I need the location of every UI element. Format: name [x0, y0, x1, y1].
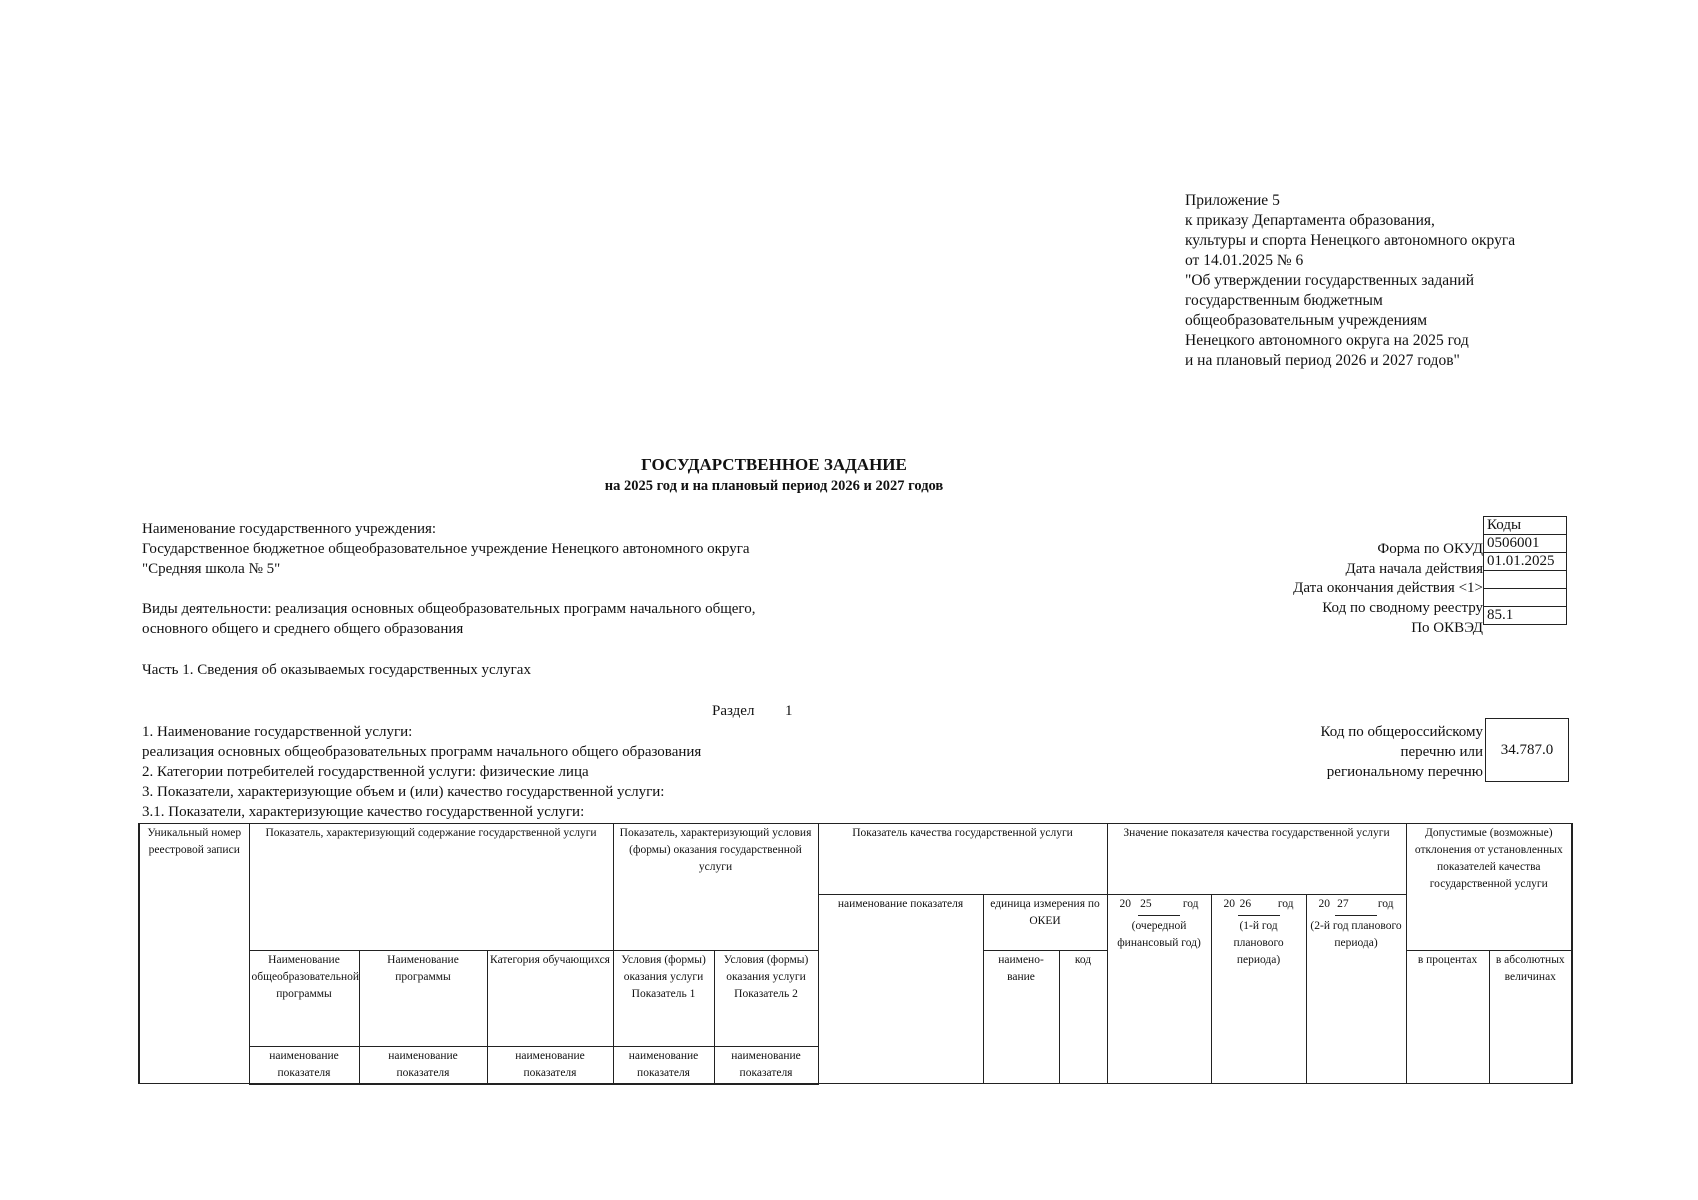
codes-table [1483, 516, 1567, 625]
header-unit-name: наимено-вание [983, 950, 1059, 1084]
year2-note: (1-й год планового периода) [1233, 919, 1284, 966]
col-condition-2-text: Условия (формы) оказания услуги Показатель 2 [723, 953, 809, 1000]
header-unique-number: Уникальный номер реестровой записи [139, 824, 249, 1084]
year3-prefix: 20 [1318, 897, 1331, 910]
code-label-okved: По ОКВЭД [1411, 620, 1483, 636]
year3-note: (2-й год планового периода) [1310, 919, 1402, 949]
institution-name-line2: "Средняя школа № 5" [142, 561, 281, 577]
header-deviation-absolute: в абсолютных величинах [1489, 950, 1572, 1084]
document-subtitle: на 2025 год и на плановый период 2026 и 2027 годов [604, 478, 944, 494]
header-year-plan2 [1306, 894, 1406, 1084]
code-value-okud: 0506001 [1484, 535, 1567, 553]
consumers-line: 2. Категории потребителей государственной услуги: физические лица [142, 764, 589, 780]
institution-label: Наименование государственного учреждения: [142, 521, 437, 537]
year1-value: 25 [1140, 897, 1152, 910]
header-conditions-indicator: Показатель, характеризующий условия (формы) оказания государственной услуги [613, 824, 818, 951]
appendix-line: государственным бюджетным [1185, 292, 1383, 309]
year1-word: год [1182, 897, 1199, 910]
ind-name-2: наименование показателя [359, 1046, 487, 1084]
service-name: реализация основных общеобразовательных программ начального общего образования [142, 744, 702, 760]
appendix-line: к приказу Департамента образования, [1185, 212, 1435, 229]
col-condition-2 [714, 950, 818, 1046]
section-number: 1 [785, 703, 793, 719]
service-label: 1. Наименование государственной услуги: [142, 724, 413, 740]
col-condition-1 [613, 950, 714, 1046]
institution-name-line1: Государственное бюджетное общеобразовательное учреждение Ненецкого автономного округа [142, 541, 750, 557]
year1-note: (очередной финансовый год) [1117, 919, 1201, 949]
ind-name-5: наименование показателя [714, 1046, 818, 1084]
year2-word: год [1277, 897, 1294, 910]
quality-indicators-line: 3.1. Показатели, характеризующие качество государственной услуги: [142, 804, 585, 820]
year2-prefix: 20 [1223, 897, 1236, 910]
code-label-end-date: Дата окончания действия <1> [1293, 580, 1483, 596]
appendix-line: от 14.01.2025 № 6 [1185, 252, 1304, 269]
appendix-line: и на плановый период 2026 и 2027 годов" [1185, 352, 1460, 369]
header-indicator-name: наименование показателя [818, 894, 983, 1084]
col-category [487, 950, 613, 1046]
code-value-start-date: 01.01.2025 [1484, 553, 1567, 571]
col-condition-1-text: Условия (формы) оказания услуги Показатель 1 [621, 953, 706, 1000]
ind-name-4: наименование показателя [613, 1046, 714, 1084]
code-label-start-date: Дата начала действия [1345, 561, 1483, 577]
codes-header: Коды [1484, 517, 1567, 535]
registry-code-box [1485, 718, 1569, 782]
code-value-okved: 85.1 [1484, 607, 1567, 625]
header-deviation: Допустимые (возможные) отклонения от установленных показателей качества государственной услуги [1406, 824, 1572, 895]
header-unit-code: код [1059, 950, 1107, 1084]
col-category-text: Категория обучающихся [490, 953, 610, 966]
header-content-indicator: Показатель, характеризующий содержание государственной услуги [249, 824, 613, 951]
registry-label-3: региональному перечню [1326, 764, 1483, 780]
part1-heading: Часть 1. Сведения об оказываемых государственных услугах [142, 662, 531, 678]
registry-label-1: Код по общероссийскому [1320, 724, 1483, 740]
activities-line1: Виды деятельности: реализация основных общеобразовательных программ начального общего, [142, 601, 756, 617]
col-program [359, 950, 487, 1046]
appendix-line: культуры и спорта Ненецкого автономного округа [1185, 232, 1516, 249]
header-quality-indicator: Показатель качества государственной услуги [818, 824, 1107, 895]
registry-code: 34.787.0 [1500, 741, 1554, 758]
registry-label-2: перечню или [1400, 744, 1483, 760]
appendix-block [1185, 191, 1515, 371]
year3-value: 27 [1337, 897, 1349, 910]
ind-name-1: наименование показателя [249, 1046, 359, 1084]
year3-word: год [1377, 897, 1394, 910]
year2-value: 26 [1239, 897, 1252, 910]
code-value-end-date [1484, 571, 1567, 589]
header-year-plan1 [1211, 894, 1306, 1084]
header-deviation-percent: в процентах [1406, 950, 1489, 1084]
ind-name-3: наименование показателя [487, 1046, 613, 1084]
header-year-current [1107, 894, 1211, 1084]
header-quality-value: Значение показателя качества государственной услуги [1107, 824, 1406, 895]
document-title: ГОСУДАРСТВЕННОЕ ЗАДАНИЕ [641, 455, 907, 474]
indicators-line: 3. Показатели, характеризующие объем и (или) качество государственной услуги: [142, 784, 665, 800]
header-unit-okei: единица измерения по ОКЕИ [983, 894, 1107, 950]
code-value-registry [1484, 589, 1567, 607]
col-program-text: Наименование программы [387, 953, 459, 983]
appendix-line: Приложение 5 [1185, 192, 1280, 209]
appendix-line: "Об утверждении государственных заданий [1185, 272, 1475, 289]
quality-indicators-table [138, 823, 1573, 1085]
col-program-name [249, 950, 359, 1046]
col-program-name-text: Наименование общеобразовательной программы [251, 953, 359, 1000]
year1-prefix: 20 [1119, 897, 1132, 910]
appendix-line: Ненецкого автономного округа на 2025 год [1185, 332, 1469, 349]
code-label-registry: Код по сводному реестру [1322, 600, 1483, 616]
appendix-line: общеобразовательным учреждениям [1185, 312, 1428, 329]
section-label: Раздел [712, 703, 755, 719]
code-label-okud: Форма по ОКУД [1377, 541, 1483, 557]
activities-line2: основного общего и среднего общего образования [142, 621, 464, 637]
